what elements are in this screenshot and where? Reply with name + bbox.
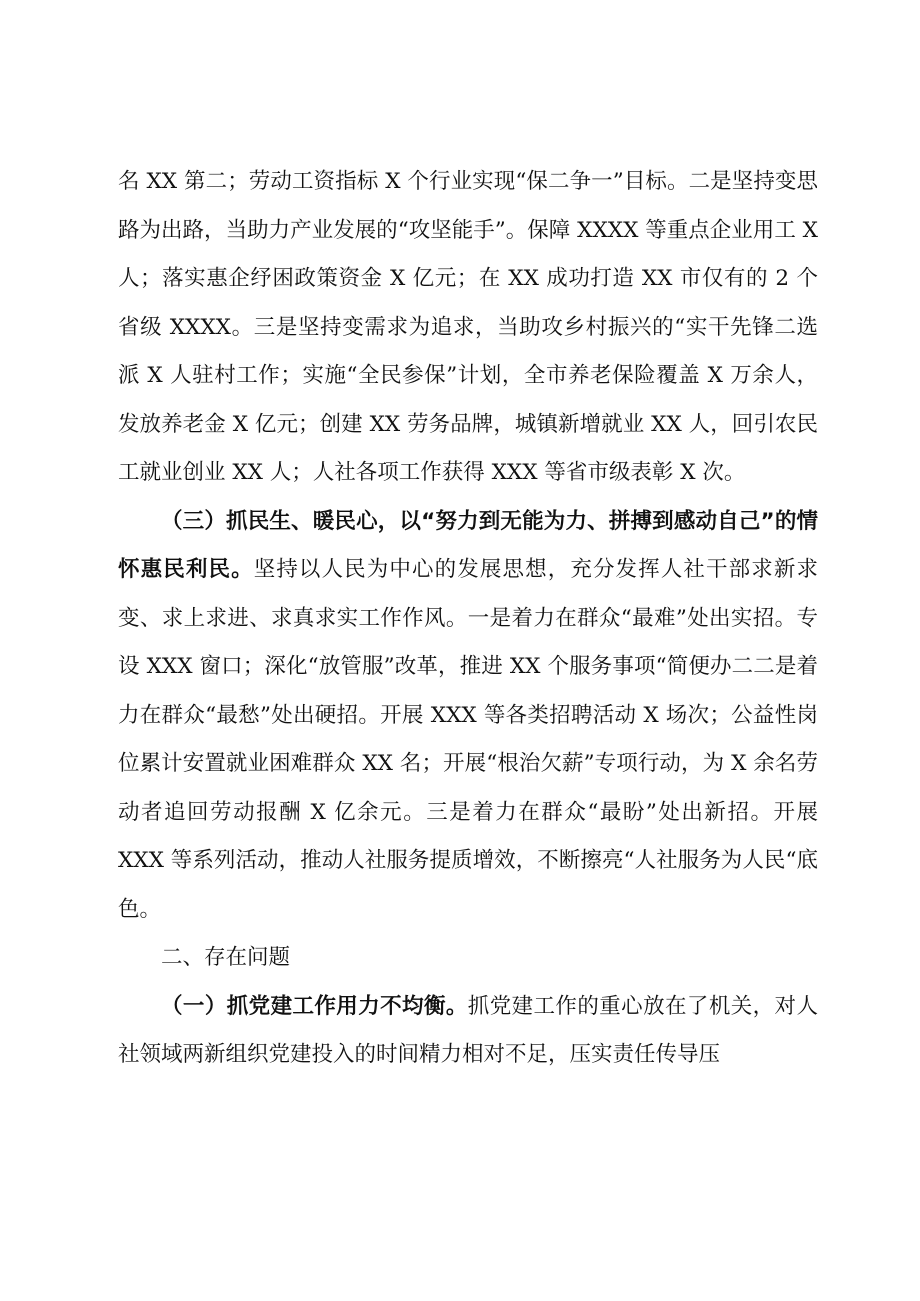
paragraph-text: 坚持以人民为中心的发展思想，充分发挥人社干部求新求变、求上求进、求真求实工作作风。一是着力在群众“最难”处出实招。专设 XXX 窗口；深化“放管服”改革，推进 XX 个服务事项“简便办二二是着力在群众“最愁”处出硬招。开展 XXX 等各类招聘活动 X 场次；公益性岗位累计安置就业困难群众 XX 名；开展“根治欠薪”专项行动，为 X 余名劳动者追回劳动报酬 X 亿余元。三是着力在群众“最盼”处出新招。开展 XXX 等系列活动，推动人社服务提质增效，不断擦亮“人社服务为人民“底色。 — [118, 557, 818, 922]
paragraph-continued — [118, 158, 818, 498]
section-heading — [118, 934, 818, 983]
section-heading-text: 二、存在问题 — [161, 945, 291, 970]
paragraph-lead-bold: （三）抓民生、暖民心，以“努力到无能为力、拼搏到感动自己”的情怀惠民利民。 — [118, 508, 818, 582]
paragraph-text: 名 XX 第二；劳动工资指标 X 个行业实现“保二争一”目标。二是坚持变思路为出路，当助力产业发展的“攻坚能手”。保障 XXXX 等重点企业用工 X 人；落实惠企纾困政策资金 X 亿元；在 XX 成功打造 XX 市仅有的 2 个省级 XXXX。三是坚持变需求为追求，当助攻乡村振兴的“实干先锋二选派 X 人驻村工作；实施“全民参保”计划，全市养老保险覆盖 X 万余人，发放养老金 X 亿元；创建 XX 劳务品牌，城镇新增就业 XX 人，回引农民工就业创业 XX 人；人社各项工作获得 XXX 等省市级表彰 X 次。 — [118, 169, 818, 485]
paragraph-issue-one — [118, 983, 818, 1080]
paragraph-section-three — [118, 498, 818, 935]
paragraph-lead-bold: （一）抓党建工作用力不均衡。 — [161, 993, 468, 1019]
document-body — [118, 158, 818, 1080]
paragraph-text: 抓党建工作的重心放在了机关，对人社领域两新组织党建投入的时间精力相对不足，压实责任传导压 — [118, 993, 818, 1067]
